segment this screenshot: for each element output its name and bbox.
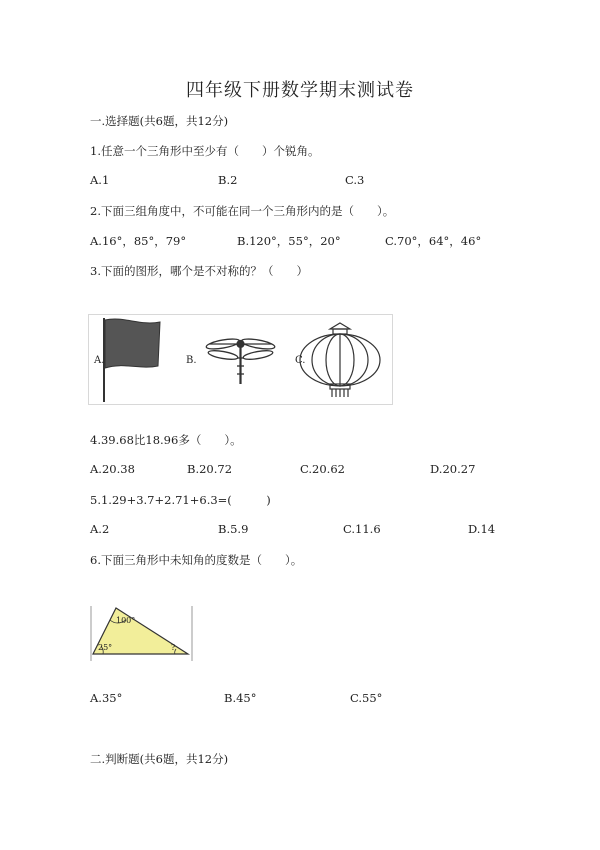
lantern-figure[interactable] <box>300 323 380 397</box>
q1-option-b[interactable]: B.2 <box>218 173 238 187</box>
question-6: 6.下面三角形中未知角的度数是（ ）。 <box>90 553 303 567</box>
angle-label-top: 100° <box>116 616 136 625</box>
q2-option-c[interactable]: C.70°，64°，46° <box>385 234 482 248</box>
q5-option-b[interactable]: B.5.9 <box>218 522 249 536</box>
q6-option-c[interactable]: C.55° <box>350 691 383 705</box>
question-5: 5.1.29+3.7+2.71+6.3=( ) <box>90 493 271 507</box>
question-1: 1.任意一个三角形中至少有（ ）个锐角。 <box>90 144 320 158</box>
q4-option-c[interactable]: C.20.62 <box>300 462 345 476</box>
figure-label-b: B. <box>186 355 197 366</box>
triangle-figure <box>88 604 198 664</box>
q6-option-a[interactable]: A.35° <box>90 691 123 705</box>
angle-label-left: 25° <box>98 643 113 652</box>
q2-option-b[interactable]: B.120°，55°，20° <box>237 234 341 248</box>
q5-option-c[interactable]: C.11.6 <box>343 522 381 536</box>
section-heading-judgment: 二.判断题(共6题，共12分) <box>90 752 229 766</box>
q5-option-d[interactable]: D.14 <box>468 522 496 536</box>
q5-option-a[interactable]: A.2 <box>90 522 110 536</box>
section-heading-choice: 一.选择题(共6题，共12分) <box>90 114 229 128</box>
q4-option-a[interactable]: A.20.38 <box>90 462 135 476</box>
q6-option-b[interactable]: B.45° <box>224 691 257 705</box>
q4-option-b[interactable]: B.20.72 <box>187 462 233 476</box>
flag-figure[interactable] <box>104 318 160 402</box>
figure-label-c: C. <box>295 355 306 366</box>
question-4: 4.39.68比18.96多（ ）。 <box>90 433 242 447</box>
q4-option-d[interactable]: D.20.27 <box>430 462 476 476</box>
page-title: 四年级下册数学期末测试卷 <box>186 80 414 101</box>
figure-label-a: A. <box>94 355 105 366</box>
dragonfly-figure[interactable] <box>206 337 276 384</box>
q1-option-a[interactable]: A.1 <box>90 173 110 187</box>
angle-label-unknown: ? <box>171 643 176 652</box>
question-3: 3.下面的图形，哪个是不对称的？（ ） <box>90 264 308 278</box>
q1-option-c[interactable]: C.3 <box>345 173 365 187</box>
q2-option-a[interactable]: A.16°，85°，79° <box>90 234 187 248</box>
question-2: 2.下面三组角度中，不可能在同一个三角形内的是（ ）。 <box>90 204 395 218</box>
q3-figures <box>88 314 394 406</box>
